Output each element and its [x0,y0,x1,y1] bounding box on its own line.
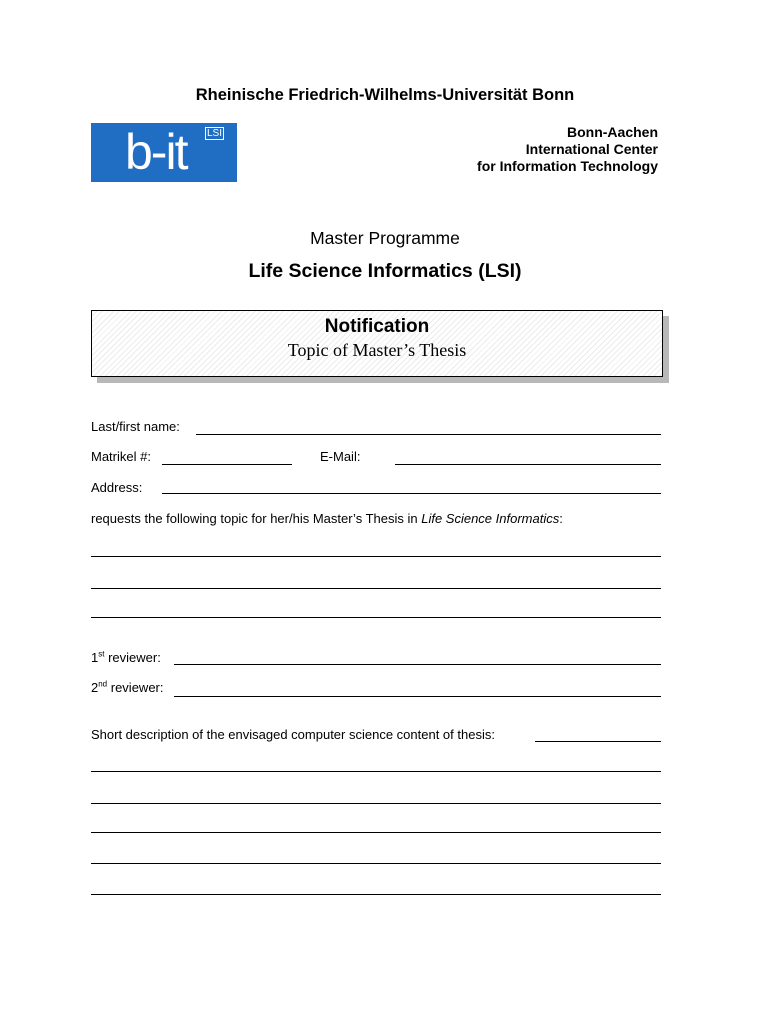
reviewer1-number: 1 [91,650,99,665]
reviewer1-label [91,650,161,666]
topic-line-3[interactable] [91,617,661,618]
logo-text: b-it [125,124,187,180]
reviewer2-field[interactable] [174,696,661,697]
reviewer2-ordinal: nd [98,679,108,689]
matrikel-label: Matrikel #: [91,449,151,464]
institute-name [477,124,658,175]
reviewer1-text: reviewer: [104,650,161,665]
email-label: E-Mail: [320,449,361,464]
description-label: Short description of the envisaged computer science content of thesis: [91,727,495,742]
reviewer2-number: 2 [91,680,99,695]
notice-title: Notification [324,316,430,337]
reviewer2-text: reviewer: [107,680,164,695]
description-inline-field[interactable] [535,741,661,742]
name-label: Last/first name: [91,419,180,434]
institute-line-3: for Information Technology [477,158,658,174]
notice-box [91,310,663,377]
request-prefix: requests the following topic for her/his Master’s Thesis in [91,511,422,526]
reviewer1-field[interactable] [174,664,661,665]
description-line-4[interactable] [91,863,661,864]
programme-name: Life Science Informatics (LSI) [248,260,522,282]
description-line-2[interactable] [91,803,661,804]
address-label: Address: [91,480,143,495]
request-text [91,511,563,527]
notice-subtitle: Topic of Master’s Thesis [287,340,467,360]
matrikel-field[interactable] [162,464,292,465]
bit-logo [91,123,237,182]
reviewer2-label [91,680,164,696]
programme-label: Master Programme [310,228,460,248]
description-line-5[interactable] [91,894,661,895]
request-programme: Life Science Informatics [421,511,560,526]
topic-line-2[interactable] [91,588,661,589]
topic-line-1[interactable] [91,556,661,557]
description-line-3[interactable] [91,832,661,833]
request-suffix: : [559,511,563,526]
institute-line-1: Bonn-Aachen [567,124,658,140]
university-name: Rheinische Friedrich-Wilhelms-Universität Bonn [195,86,575,104]
logo-tag: LSI [207,128,223,139]
email-field[interactable] [395,464,661,465]
address-field[interactable] [162,493,661,494]
reviewer1-ordinal: st [98,649,105,659]
institute-line-2: International Center [525,141,658,157]
description-line-1[interactable] [91,771,661,772]
name-field[interactable] [196,434,661,435]
